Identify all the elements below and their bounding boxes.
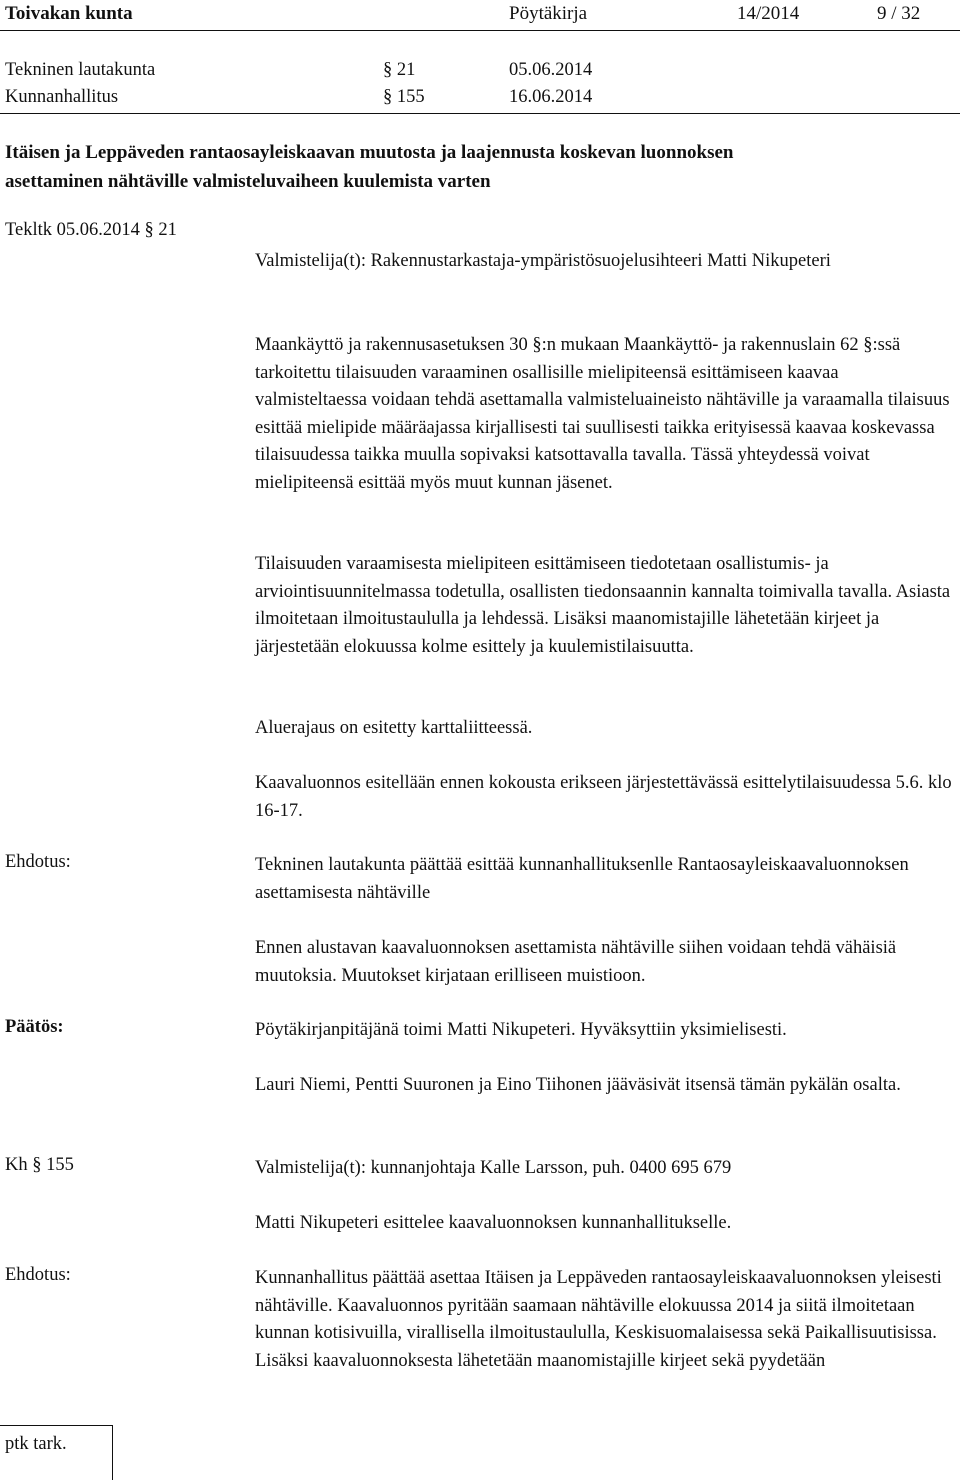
municipality-name: Toivakan kunta <box>5 3 133 24</box>
meeting-section-2: § 155 <box>383 87 425 107</box>
document-number: 14/2014 <box>737 3 800 24</box>
tekltk-preparer: Valmistelija(t): Rakennustarkastaja-ympäristösuojelusihteeri Matti Nikupeteri <box>255 251 831 271</box>
tekltk-reference: Tekltk 05.06.2014 § 21 <box>5 220 177 240</box>
tekltk-paragraph-1: Maankäyttö ja rakennusasetuksen 30 §:n mukaan Maankäyttö- ja rakennuslain 62 §:ssä tarkoitettu tilaisuuden varaaminen osallisille mielipiteensä esittämiseen kaavaa valmisteltaessa voidaan tehdä asettamalla valmisteluaineisto nähtäville ja varaamalla tilaisuus esittää mielipide määräajassa kirjallisesti tai suullisesti taikka erityisessä kaavaa koskevassa tilaisuudessa taikka muulla sopivaksi katsottavalla tavalla. Tässä yhteydessä voivat mielipiteensä esittää myös muut kunnan jäsenet. <box>255 335 950 493</box>
ptk-tark-box <box>0 1425 113 1480</box>
kh-proposal: Kunnanhallitus päättää asettaa Itäisen ja Leppäveden rantaosayleiskaavaluonnoksen yleisesti nähtäville. Kaavaluonnos pyritään saamaan nähtäville elokuussa 2014 ja siitä ilmoitetaan kunnan kotisivuilla, virallisella ilmoitustaululla, Keskisuomalaisessa sekä Paikallisuutisissa. Lisäksi kaavaluonnoksesta lähetetään maanomistajille kirjeet sekä pyydetään <box>255 1268 942 1371</box>
subject-line-1: Itäisen ja Leppäveden rantaosayleiskaavan muutosta ja laajennusta koskevan luonnoksen <box>5 142 734 163</box>
ptk-tark-label: ptk tark. <box>5 1434 67 1454</box>
kh-proposal-label: Ehdotus: <box>5 1265 71 1285</box>
tekltk-paragraph-3: Aluerajaus on esitetty karttaliitteessä. <box>255 718 533 738</box>
meeting-body-2: Kunnanhallitus <box>5 87 119 107</box>
tekltk-paragraph-6: Lauri Niemi, Pentti Suuronen ja Eino Tiihonen jääväsivät itsensä tämän pykälän osalta. <box>255 1075 901 1095</box>
meeting-date-2: 16.06.2014 <box>509 87 593 107</box>
tekltk-decision-label: Päätös: <box>5 1017 64 1037</box>
page-number: 9 / 32 <box>877 3 921 24</box>
meetings-rule <box>0 113 960 114</box>
header-rule <box>0 30 960 31</box>
tekltk-paragraph-2: Tilaisuuden varaamisesta mielipiteen esittämiseen tiedotetaan osallistumis- ja arviointisuunnitelmassa todetulla, osallisten tiedonsaannin kannalta toimivalla tavalla. Asiasta ilmoitetaan ilmoitustaululla ja lehdessä. Lisäksi maanomistajille lähetetään kirjeet ja järjestetään elokuussa kolme esittely ja kuulemistilaisuutta. <box>255 554 951 657</box>
tekltk-proposal-label: Ehdotus: <box>5 852 71 872</box>
meeting-date-1: 05.06.2014 <box>509 60 593 80</box>
document-type: Pöytäkirja <box>509 3 588 24</box>
tekltk-paragraph-5: Ennen alustavan kaavaluonnoksen asettamista nähtäville siihen voidaan tehdä vähäisiä muutoksia. Muutokset kirjataan erilliseen muistioon. <box>255 938 897 986</box>
kh-preparer: Valmistelija(t): kunnanjohtaja Kalle Larsson, puh. 0400 695 679 <box>255 1158 732 1178</box>
kh-reference: Kh § 155 <box>5 1155 74 1175</box>
tekltk-paragraph-4: Kaavaluonnos esitellään ennen kokousta erikseen järjestettävässä esittelytilaisuudessa 5.6. klo 16-17. <box>255 773 952 821</box>
subject-line-2: asettaminen nähtäville valmisteluvaiheen kuulemista varten <box>5 171 491 192</box>
kh-paragraph-1: Matti Nikupeteri esittelee kaavaluonnoksen kunnanhallitukselle. <box>255 1213 732 1233</box>
meeting-section-1: § 21 <box>383 60 416 80</box>
tekltk-decision: Pöytäkirjanpitäjänä toimi Matti Nikupeteri. Hyväksyttiin yksimielisesti. <box>255 1020 787 1040</box>
tekltk-proposal: Tekninen lautakunta päättää esittää kunnanhallituksenlle Rantaosayleiskaavaluonnoksen asettamisesta nähtäville <box>255 855 909 903</box>
meeting-body-1: Tekninen lautakunta <box>5 60 156 80</box>
